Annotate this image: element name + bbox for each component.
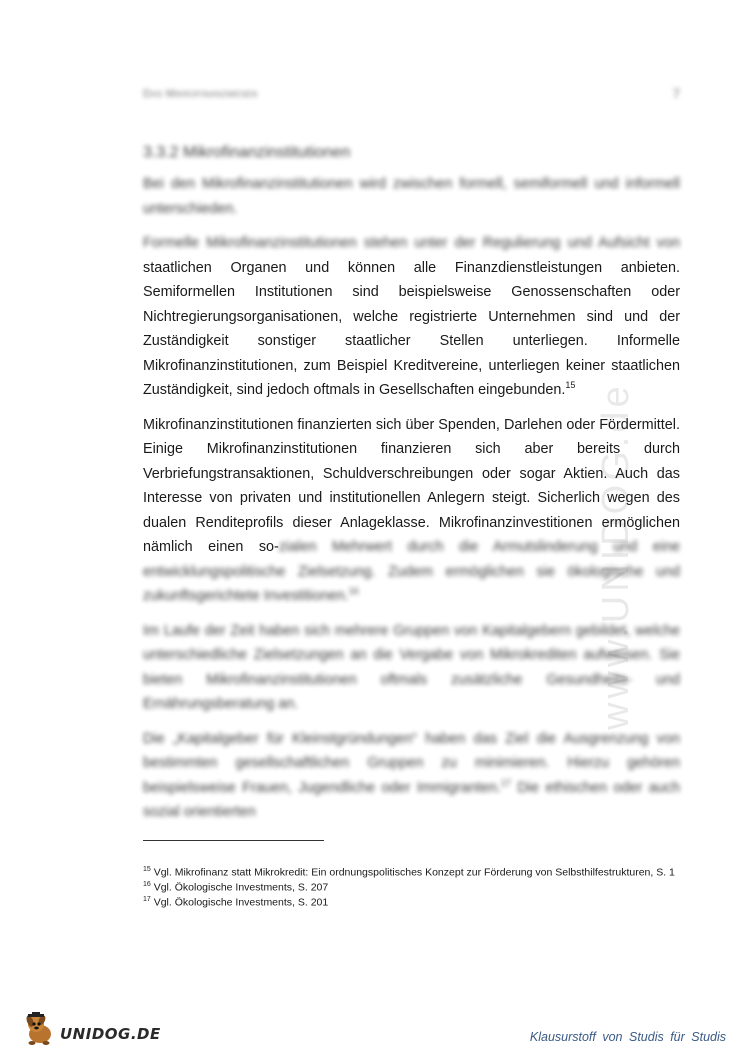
logo-text: UNIDOG.DE	[60, 1025, 161, 1043]
footnote-number: 16	[143, 880, 151, 888]
footnote-ref-16: 16	[348, 586, 359, 597]
footnote-number: 15	[143, 866, 151, 873]
paragraph-5-text: Die „Kapitalgeber für Kleinstgründungen“ haben das Ziel die Ausgrenzung von bestimmten gesellschaftlichen Gruppen zu minimieren. Hierzu gehören beispielsweise Frauen, Jugendliche oder Immigranten.	[143, 730, 680, 796]
footnote-item	[143, 864, 680, 879]
footnote-text: Vgl. Ökologische Investments, S. 201	[153, 896, 329, 909]
section-heading: 3.3.2 Mikrofinanzinstitutionen	[143, 144, 351, 161]
footnote-ref-17: 17	[500, 777, 511, 788]
paragraph-4: Im Laufe der Zeit haben sich mehrere Gruppen von Kapitalgebern gebildet, welche unterschiedliche Zielsetzungen an die Vergabe von Mikrokrediten aufweisen. Sie bieten Mikrofinanzinstitutionen oftmals zusätzliche Gesundheits- und Ernährungsberatung an.	[143, 622, 680, 712]
footnote-text: Vgl. Mikrofinanz statt Mikrokredit: Ein ordnungspolitisches Konzept zur Förderung von Selbsthilfestrukturen, S. 1	[153, 866, 675, 879]
footnote-item	[143, 879, 680, 894]
paragraph-3-blurred-tail: zialen Mehrwert durch die Armutslinderung und eine entwicklungspolitische Zielsetzung. Zudem ermöglichen sie ökologische und zukunftsgerichtete Investitionen.	[143, 539, 681, 604]
paragraph-3-text: Mikrofinanzinstitutionen finanzierten sich über Spenden, Darlehen oder Fördermittel. Einige Mikrofinanzinstitutionen finanzieren sich aber bereits durch Verbriefungstransaktionen, Schuldverschreibungen oder sogar Aktien. Auch das Interesse von privaten und institutionellen Anlegern steigt. Sicherlich wegen des dualen Renditeprofils dieser Anlageklasse. Mikrofinanzinvestitionen ermöglichen nämlich einen so-	[143, 416, 680, 555]
paragraph-3	[143, 413, 680, 609]
tagline: Klausurstoff von Studis für Studis	[529, 1030, 726, 1044]
paragraph-5-tail: Die ethischen oder auch sozial orientierten	[143, 779, 681, 820]
running-header	[143, 88, 680, 104]
footnote-divider	[143, 840, 324, 841]
watermark-text: www.UNIDOG.de	[595, 382, 637, 730]
footnote-text: Vgl. Ökologische Investments, S. 207	[153, 881, 329, 894]
paragraph-1: Bei den Mikrofinanzinstitutionen wird zwischen formell, semiformell und informell unterschieden.	[143, 176, 680, 217]
body-text	[143, 172, 680, 835]
unidog-logo[interactable]	[22, 1012, 162, 1046]
paragraph-2	[143, 231, 680, 403]
dog-mascot-icon	[22, 1012, 58, 1046]
footnotes	[143, 864, 680, 909]
paragraph-5	[143, 727, 680, 825]
paragraph-2-text: staatlichen Organen und können alle Finanzdienstleistungen anbieten. Semiformellen Institutionen sind beispielsweise Genossenschaften oder Nichtregierungsorganisationen, welche registrierte Unternehmen sind und der Zuständigkeit sonstiger staatlicher Stellen unterliegen. Informelle Mikrofinanzinstitutionen, zum Beispiel Kreditvereine, unterliegen keiner staatlichen Zuständigkeit, sind jedoch oftmals in Gesellschaften eingebunden.	[143, 259, 680, 398]
page-number: 7	[672, 86, 680, 101]
running-title: Das Mikrofinanzwesen	[143, 88, 258, 100]
footnote-number: 17	[143, 895, 151, 903]
footnote-ref-15: 15	[565, 380, 576, 391]
paragraph-2-blurred-line: Formelle Mikrofinanzinstitutionen stehen unter der Regulierung und Aufsicht von	[143, 235, 680, 251]
footnote-item	[143, 894, 680, 909]
